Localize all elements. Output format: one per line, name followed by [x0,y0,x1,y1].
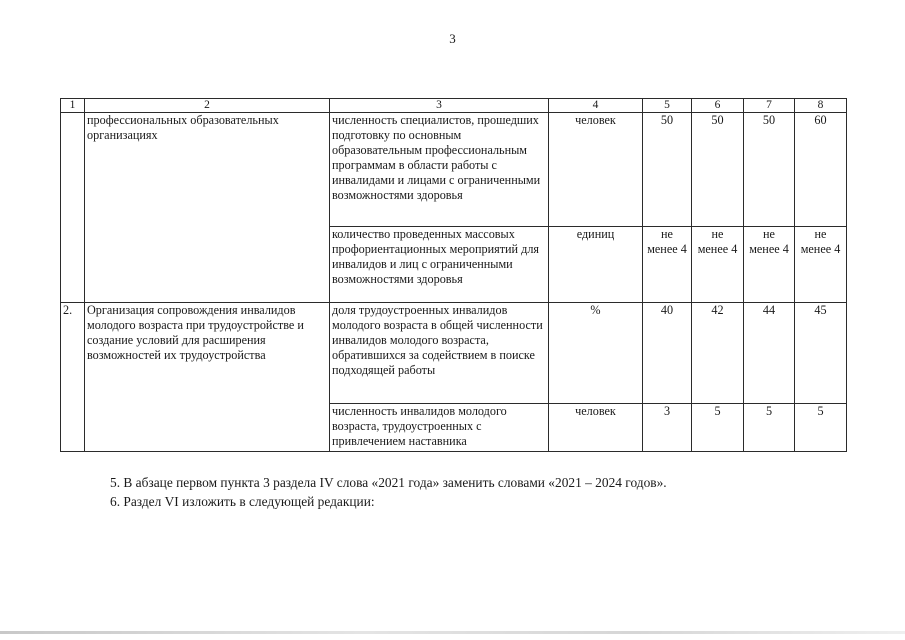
header-cell: 2 [85,99,330,113]
indicator-cell: доля трудоустроенных инвалидов молодого возраста в общей численности инвалидов молодого возраста, обратившихся за содействием в поиске подходящей работы [330,303,549,404]
header-cell: 5 [643,99,692,113]
header-cell: 8 [795,99,847,113]
header-cell: 1 [61,99,85,113]
indicator-cell: численность специалистов, прошедших подготовку по основным образовательным профессиональным программам в области работы с инвалидами и лицами с ограниченными возможностями здоровья [330,113,549,227]
row-number-cell [61,113,85,303]
table-row [61,113,847,227]
value-cell: не менее 4 [643,227,692,303]
value-cell: 5 [795,404,847,452]
value-cell: 3 [643,404,692,452]
header-cell: 6 [692,99,744,113]
measure-cell: профессиональных образовательных организациях [85,113,330,303]
header-cell: 4 [549,99,643,113]
value-cell: 5 [692,404,744,452]
table-header-row [61,99,847,113]
page-number: 3 [449,31,456,46]
value-cell: 50 [744,113,795,227]
scan-edge-artifact [0,631,905,634]
value-cell: не менее 4 [795,227,847,303]
value-cell: 44 [744,303,795,404]
value-cell: 42 [692,303,744,404]
unit-cell: % [549,303,643,404]
value-cell: 60 [795,113,847,227]
value-cell: 40 [643,303,692,404]
value-cell: не менее 4 [692,227,744,303]
value-cell: 50 [643,113,692,227]
table-row [61,303,847,404]
indicator-cell: количество проведенных массовых профориентационных мероприятий для инвалидов и лиц с ограниченными возможностями здоровья [330,227,549,303]
value-cell: 45 [795,303,847,404]
amendment-notes [110,473,870,511]
value-cell: 5 [744,404,795,452]
value-cell: 50 [692,113,744,227]
measure-cell: Организация сопровождения инвалидов молодого возраста при трудоустройстве и создание условий для расширения возможностей их трудоустройства [85,303,330,452]
indicators-table [60,98,847,452]
note-paragraph: 6. Раздел VI изложить в следующей редакции: [110,494,375,509]
row-number-cell: 2. [61,303,85,452]
unit-cell: единиц [549,227,643,303]
value-cell: не менее 4 [744,227,795,303]
header-cell: 7 [744,99,795,113]
note-paragraph: 5. В абзаце первом пункта 3 раздела IV слова «2021 года» заменить словами «2021 – 2024 годов». [110,475,667,490]
unit-cell: человек [549,404,643,452]
header-cell: 3 [330,99,549,113]
unit-cell: человек [549,113,643,227]
indicator-cell: численность инвалидов молодого возраста, трудоустроенных с привлечением наставника [330,404,549,452]
